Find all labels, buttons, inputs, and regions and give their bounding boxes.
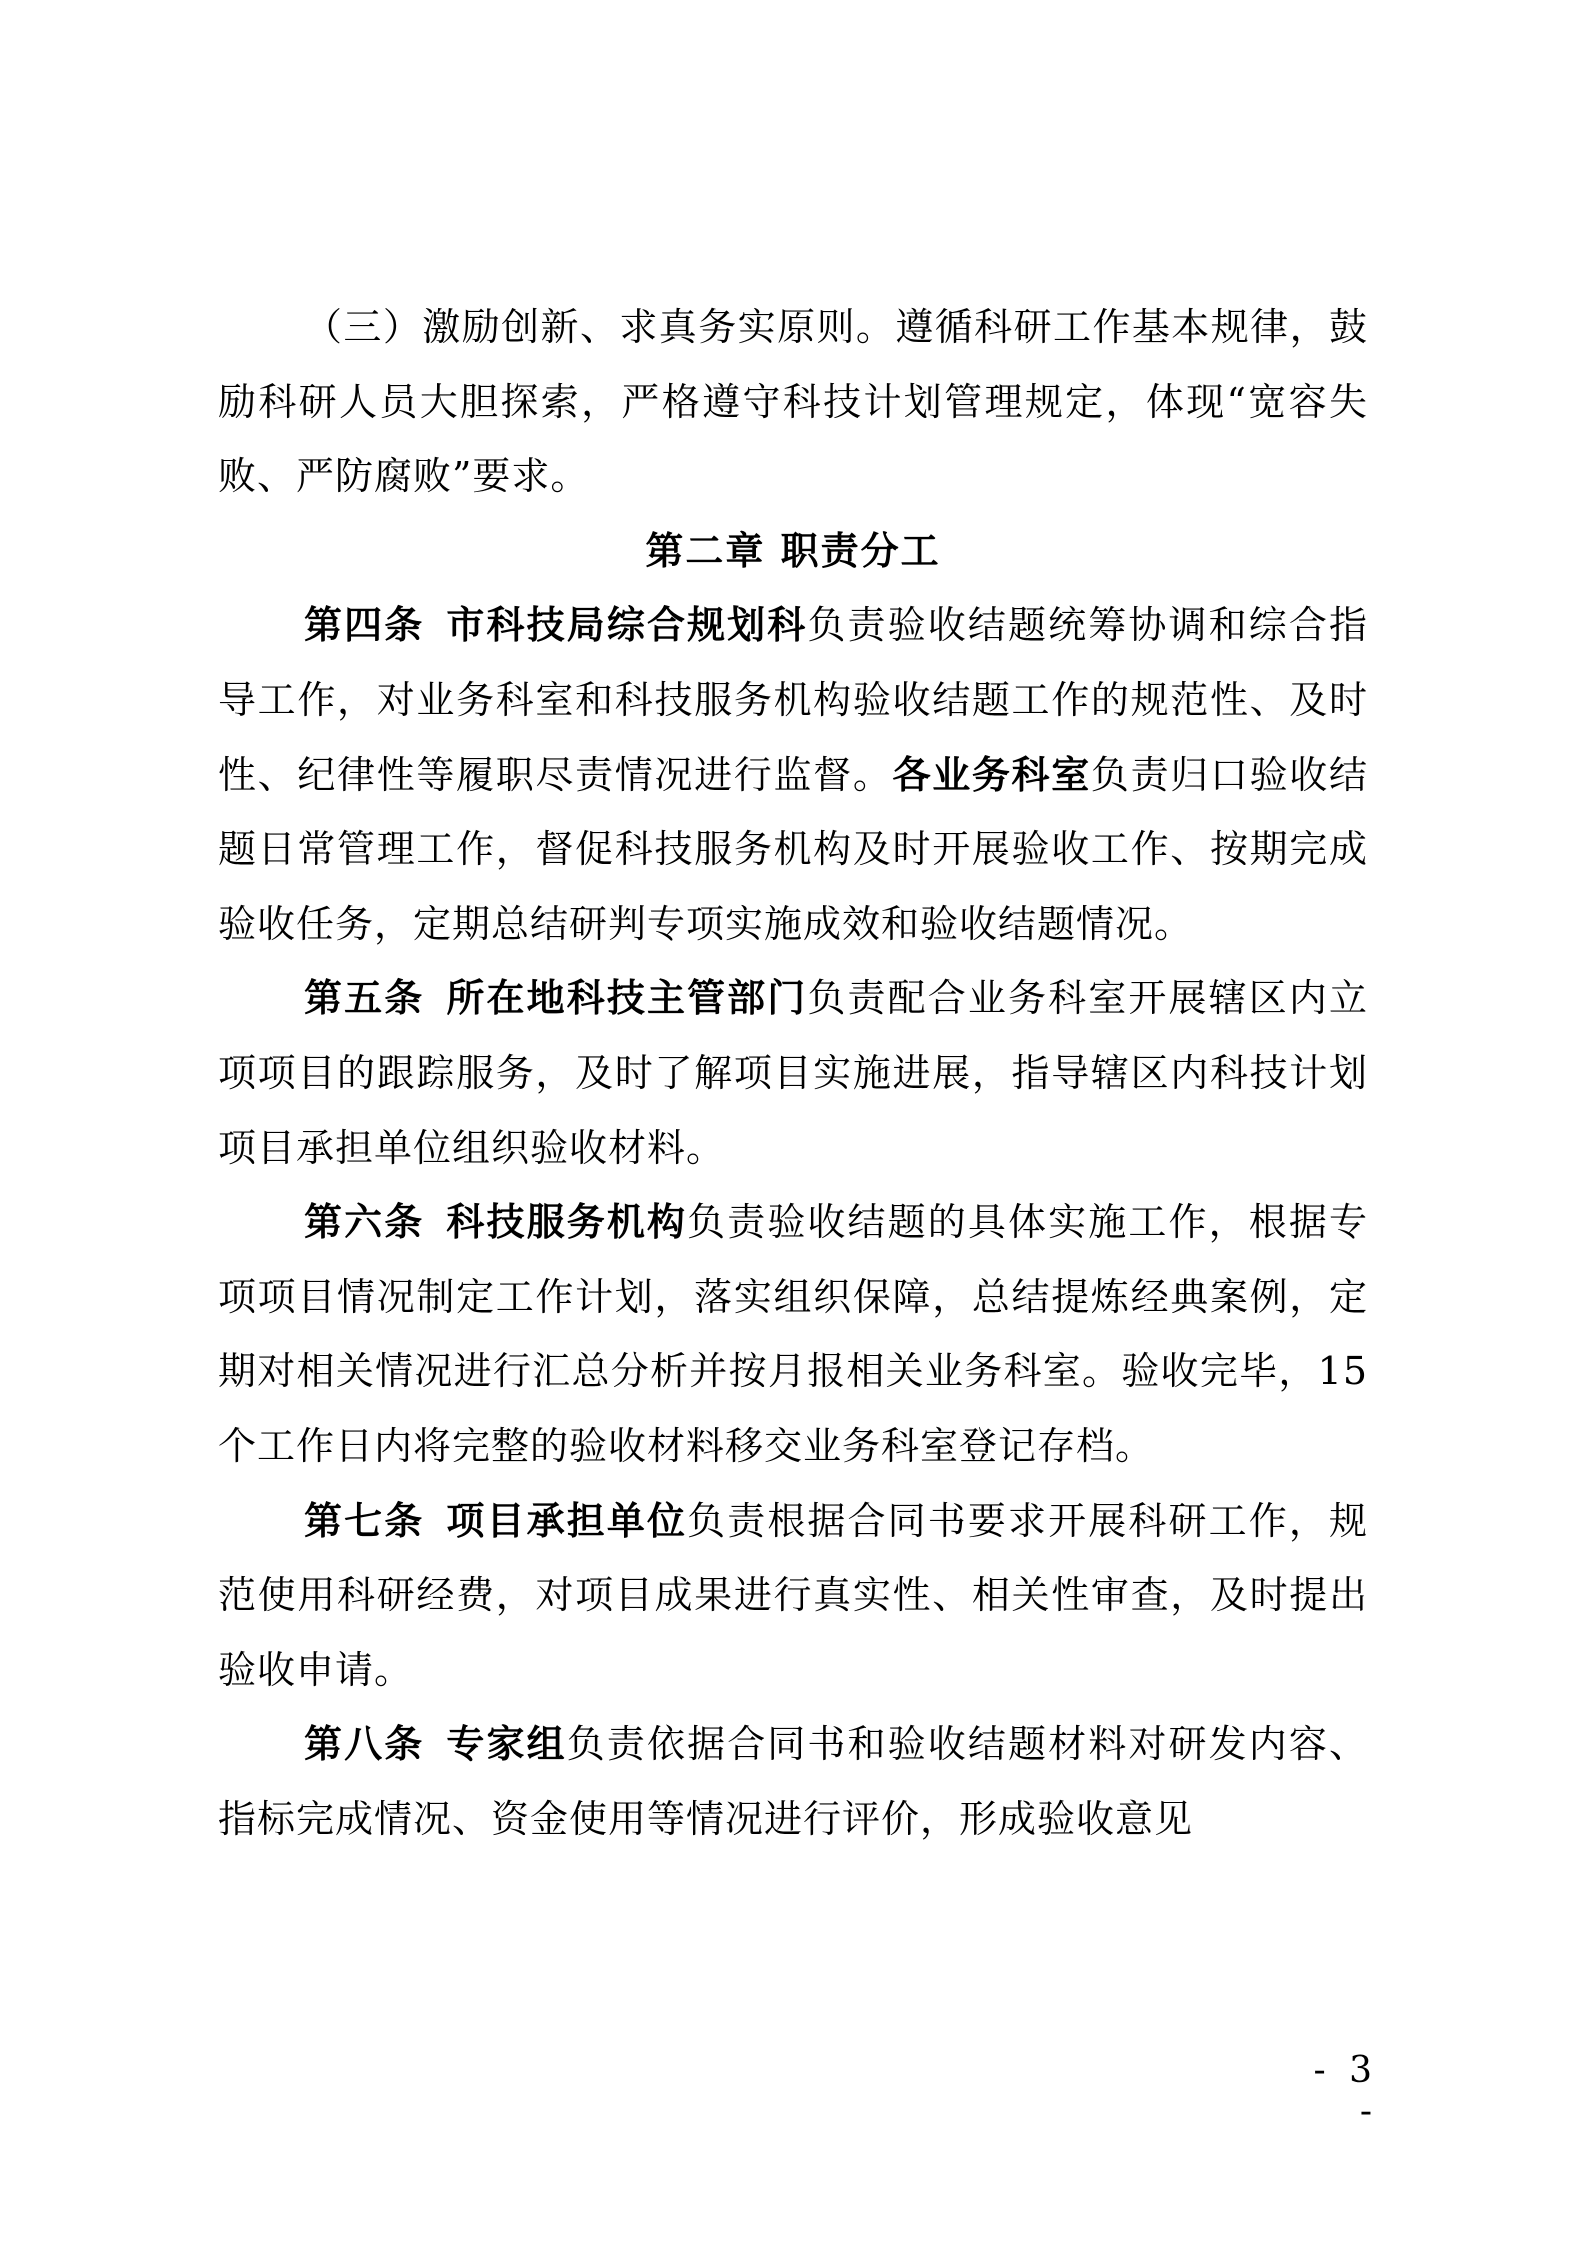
article-text: 负责配合业务科室开展辖区内立项项目的跟踪服务，及时了解项目实施进展，指导辖区内科技计划项目承担单位组织验收材料。 — [218, 976, 1368, 1170]
article-5 — [218, 961, 1368, 1185]
intro-paragraph: （三）激励创新、求真务实原则。遵循科研工作基本规律，鼓励科研人员大胆探索，严格遵守科技计划管理规定，体现“宽容失败、严防腐败”要求。 — [218, 305, 1368, 499]
article-number: 第四条 — [304, 603, 425, 648]
article-subject: 项目承担单位 — [446, 1498, 688, 1543]
article-subject: 所在地科技主管部门 — [446, 976, 808, 1021]
article-emphasis: 各业务科室 — [892, 752, 1091, 797]
article-text: 负责验收结题统筹协调和综合指导工作，对业务科室和科技服务机构验收结题工作的规范性、及时性、纪律性等履职尽责情况进行监督。 — [218, 603, 1368, 797]
article-text: 负责验收结题的具体实施工作，根据专项项目情况制定工作计划，落实组织保障，总结提炼经典案例，定期对相关情况进行汇总分析并按月报相关业务科室。验收完毕，15个工作日内将完整的验收材料移交业务科室登记存档。 — [218, 1200, 1368, 1468]
article-text: 负责根据合同书要求开展科研工作，规范使用科研经费，对项目成果进行真实性、相关性审查，及时提出验收申请。 — [218, 1498, 1368, 1692]
article-8 — [218, 1707, 1368, 1856]
page-number: - 3 - — [1313, 2050, 1378, 2132]
article-6 — [218, 1185, 1368, 1483]
document-body — [218, 290, 1368, 1856]
article-text: 负责依据合同书和验收结题材料对研发内容、指标完成情况、资金使用等情况进行评价，形成验收意见 — [218, 1722, 1368, 1841]
chapter-title: 第二章 职责分工 — [645, 528, 941, 573]
article-subject: 科技服务机构 — [446, 1200, 688, 1245]
article-number: 第七条 — [304, 1498, 425, 1543]
article-number: 第五条 — [304, 976, 425, 1021]
article-subject: 市科技局综合规划科 — [446, 603, 808, 648]
article-number: 第八条 — [304, 1722, 425, 1767]
article-number: 第六条 — [304, 1200, 425, 1245]
article-7 — [218, 1484, 1368, 1708]
article-4 — [218, 588, 1368, 961]
article-subject: 专家组 — [446, 1722, 567, 1767]
article-text-continued: 负责归口验收结题日常管理工作，督促科技服务机构及时开展验收工作、按期完成验收任务，定期总结研判专项实施成效和验收结题情况。 — [218, 752, 1368, 946]
